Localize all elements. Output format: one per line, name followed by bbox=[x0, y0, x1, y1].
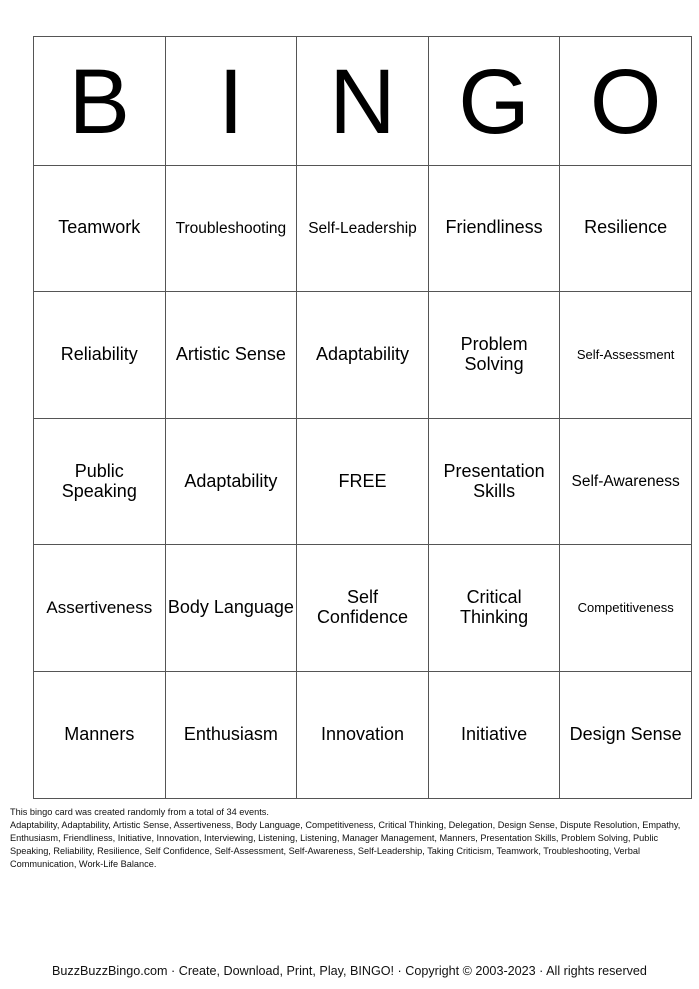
card-cell: Self-Leadership bbox=[297, 165, 429, 292]
card-cell: Teamwork bbox=[34, 165, 166, 292]
card-cell: Competitiveness bbox=[560, 545, 692, 672]
copyright-footer: BuzzBuzzBingo.com · Create, Download, Print, Play, BINGO! · Copyright © 2003-2023 · All rights reserved bbox=[52, 964, 647, 978]
card-cell: Presentation Skills bbox=[428, 418, 560, 545]
card-row-3 bbox=[34, 418, 692, 545]
card-cell: Self-Awareness bbox=[560, 418, 692, 545]
card-cell: Self-Assessment bbox=[560, 292, 692, 419]
card-cell: Manners bbox=[34, 671, 166, 798]
card-cell: Self Confidence bbox=[297, 545, 429, 672]
card-cell: Body Language bbox=[165, 545, 297, 672]
card-cell: Friendliness bbox=[428, 165, 560, 292]
card-cell: Resilience bbox=[560, 165, 692, 292]
card-row-4 bbox=[34, 545, 692, 672]
header-letter-n: N bbox=[297, 37, 429, 166]
card-cell: Public Speaking bbox=[34, 418, 166, 545]
card-cell: Enthusiasm bbox=[165, 671, 297, 798]
card-cell: Troubleshooting bbox=[165, 165, 297, 292]
card-summary: This bingo card was created randomly from a total of 34 events. bbox=[10, 807, 269, 817]
card-cell: Design Sense bbox=[560, 671, 692, 798]
card-row-1 bbox=[34, 165, 692, 292]
card-cell: Critical Thinking bbox=[428, 545, 560, 672]
card-cell: Initiative bbox=[428, 671, 560, 798]
bingo-card bbox=[33, 36, 692, 799]
card-cell: Adaptability bbox=[165, 418, 297, 545]
card-cell: Artistic Sense bbox=[165, 292, 297, 419]
card-row-5 bbox=[34, 671, 692, 798]
header-letter-b: B bbox=[34, 37, 166, 166]
events-list: Adaptability, Adaptability, Artistic Sense, Assertiveness, Body Language, Competitiveness, Critical Thinking, Delegation, Design Sense, Dispute Resolution, Empathy, Enthusiasm, Friendliness, Initiative, Innovation, Interviewing, Listening, Listening, Manager Management, Manners, Presentation Skills, Problem Solving, Public Speaking, Reliability, Resilience, Self Confidence, Self-Assessment, Self-Awareness, Self-Leadership, Taking Criticism, Teamwork, Troubleshooting, Verbal Communication, Work-Life Balance. bbox=[10, 820, 681, 869]
free-space: FREE bbox=[297, 418, 429, 545]
header-letter-g: G bbox=[428, 37, 560, 166]
card-cell: Assertiveness bbox=[34, 545, 166, 672]
card-row-2 bbox=[34, 292, 692, 419]
card-cell: Reliability bbox=[34, 292, 166, 419]
header-row bbox=[34, 37, 692, 166]
header-letter-i: I bbox=[165, 37, 297, 166]
card-cell: Problem Solving bbox=[428, 292, 560, 419]
card-info bbox=[10, 806, 690, 871]
card-cell: Innovation bbox=[297, 671, 429, 798]
card-cell: Adaptability bbox=[297, 292, 429, 419]
header-letter-o: O bbox=[560, 37, 692, 166]
